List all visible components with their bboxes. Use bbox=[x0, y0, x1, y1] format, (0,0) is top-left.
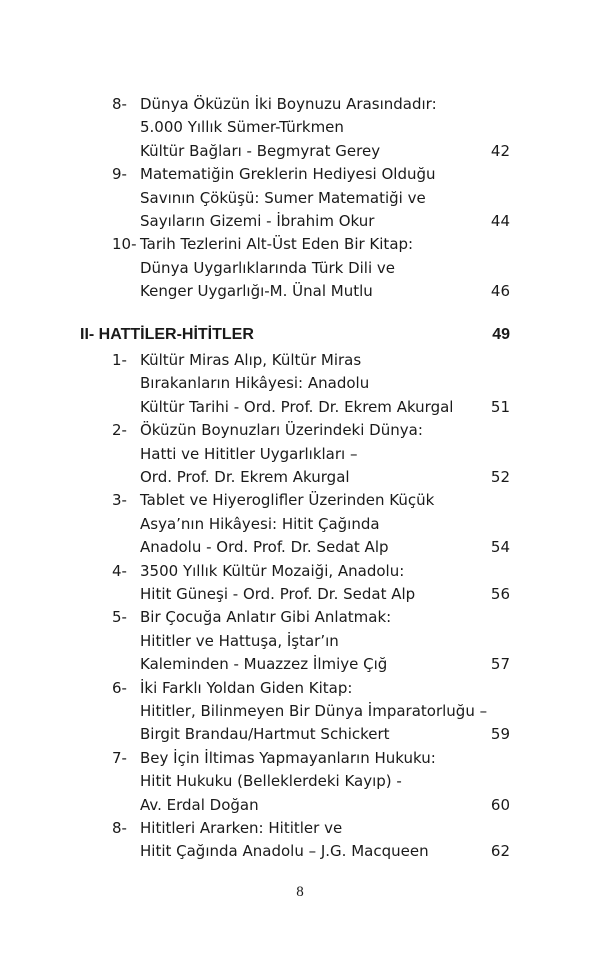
toc-entry-line bbox=[112, 279, 510, 303]
entry-page-number: 59 bbox=[490, 725, 510, 744]
toc-entry-line bbox=[112, 371, 510, 395]
entry-page-number: 46 bbox=[490, 282, 510, 301]
toc-entry-line bbox=[112, 209, 510, 233]
entry-page-number: 57 bbox=[490, 655, 510, 674]
entry-number: 9- bbox=[112, 165, 127, 184]
toc-entry-line bbox=[112, 605, 510, 629]
toc-entry-line bbox=[112, 139, 510, 163]
entry-title: Bir Çocuğa Anlatır Gibi Anlatmak: bbox=[140, 608, 392, 627]
entry-title: Hitit Hukuku (Belleklerdeki Kayıp) - bbox=[140, 772, 402, 791]
toc-entry-line bbox=[112, 348, 510, 372]
entry-title: Hitit Çağında Anadolu – J.G. Macqueen bbox=[140, 842, 429, 861]
entry-title: Kaleminden - Muazzez İlmiye Çığ bbox=[140, 655, 388, 674]
section-page-number: 49 bbox=[492, 326, 510, 343]
entry-number: 8- bbox=[112, 819, 127, 837]
entry-title: Tablet ve Hiyeroglifler Üzerinden Küçük bbox=[140, 491, 435, 510]
toc-entry-line bbox=[112, 699, 510, 723]
entry-number: 1- bbox=[112, 351, 127, 369]
toc-entry-line bbox=[112, 582, 510, 606]
entry-title: Kültür Tarihi - Ord. Prof. Dr. Ekrem Akurgal bbox=[140, 397, 454, 416]
toc-entry-line bbox=[112, 186, 510, 210]
toc-entry-line bbox=[112, 629, 510, 653]
toc-entry-line bbox=[112, 395, 510, 419]
entry-number: 6- bbox=[112, 678, 127, 697]
entry-title: Asya’nın Hikâyesi: Hitit Çağında bbox=[140, 514, 380, 533]
entry-title: Hititler, Bilinmeyen Bir Dünya İmparatorluğu – bbox=[140, 702, 488, 720]
toc-entry-line bbox=[112, 839, 510, 863]
section-title: II- HATTİLER-HİTİTLER bbox=[80, 326, 254, 343]
toc-entry-line bbox=[112, 746, 510, 770]
entry-number: 5- bbox=[112, 608, 127, 627]
entry-number: 7- bbox=[112, 748, 127, 767]
toc-entry-line bbox=[112, 793, 510, 817]
entry-number: 8- bbox=[112, 95, 127, 113]
entry-title: Sayıların Gizemi - İbrahim Okur bbox=[140, 212, 375, 230]
entry-number: 2- bbox=[112, 421, 127, 440]
toc-entry-line bbox=[112, 418, 510, 442]
entry-title: Hititler ve Hattuşa, İştar’ın bbox=[140, 631, 339, 650]
entry-title: 3500 Yıllık Kültür Mozaiği, Anadolu: bbox=[140, 561, 405, 580]
toc-entry-line bbox=[112, 652, 510, 676]
entry-title: Hititleri Ararken: Hititler ve bbox=[140, 819, 343, 837]
entry-title: Av. Erdal Doğan bbox=[140, 795, 259, 814]
entry-number: 10- bbox=[112, 235, 137, 254]
toc-entry-line bbox=[112, 816, 510, 840]
entry-title: Ord. Prof. Dr. Ekrem Akurgal bbox=[140, 468, 350, 486]
toc-entry-line bbox=[112, 442, 510, 466]
entry-title: Bırakanların Hikâyesi: Anadolu bbox=[140, 374, 370, 393]
entry-title: Savının Çöküşü: Sumer Matematiği ve bbox=[140, 188, 426, 207]
toc-entry-line bbox=[112, 535, 510, 559]
footer-page-number: 8 bbox=[296, 884, 304, 900]
toc-entry-line bbox=[112, 162, 510, 186]
entry-number: 4- bbox=[112, 561, 127, 580]
section-heading bbox=[80, 323, 510, 347]
entry-page-number: 42 bbox=[490, 141, 510, 160]
toc-entry-line bbox=[112, 232, 510, 256]
entry-page-number: 54 bbox=[490, 538, 510, 557]
entry-title: Birgit Brandau/Hartmut Schickert bbox=[140, 725, 390, 744]
entry-page-number: 51 bbox=[490, 397, 510, 416]
entry-title: Tarih Tezlerini Alt-Üst Eden Bir Kitap: bbox=[140, 235, 414, 254]
toc-entry-line bbox=[112, 115, 510, 139]
entry-title: Matematiğin Greklerin Hediyesi Olduğu bbox=[140, 165, 436, 184]
entry-title: Kültür Bağları - Begmyrat Gerey bbox=[140, 141, 381, 160]
entry-title: Hatti ve Hititler Uygarlıkları – bbox=[140, 444, 358, 463]
entry-title: Kültür Miras Alıp, Kültür Miras bbox=[140, 351, 362, 369]
entry-page-number: 60 bbox=[490, 795, 510, 814]
entry-page-number: 62 bbox=[490, 842, 510, 861]
entry-title: 5.000 Yıllık Sümer-Türkmen bbox=[140, 118, 344, 137]
toc-entry-line bbox=[112, 559, 510, 583]
toc-entry-line bbox=[112, 676, 510, 700]
entry-title: Bey İçin İltimas Yapmayanların Hukuku: bbox=[140, 748, 436, 767]
entry-title: Öküzün Boynuzları Üzerindeki Dünya: bbox=[140, 421, 423, 440]
entry-title: Hitit Güneşi - Ord. Prof. Dr. Sedat Alp bbox=[140, 585, 416, 603]
toc-entry-line bbox=[112, 465, 510, 489]
entry-page-number: 44 bbox=[490, 212, 510, 230]
entry-title: Dünya Öküzün İki Boynuzu Arasındadır: bbox=[140, 95, 437, 113]
entry-title: Dünya Uygarlıklarında Türk Dili ve bbox=[140, 258, 395, 277]
entry-page-number: 56 bbox=[490, 585, 510, 603]
toc-entry-line bbox=[112, 512, 510, 536]
entry-page-number: 52 bbox=[490, 468, 510, 486]
toc-entry-line bbox=[112, 92, 510, 116]
toc-entry-line bbox=[112, 722, 510, 746]
entry-title: Anadolu - Ord. Prof. Dr. Sedat Alp bbox=[140, 538, 389, 557]
entry-number: 3- bbox=[112, 491, 127, 510]
entry-title: İki Farklı Yoldan Giden Kitap: bbox=[140, 678, 353, 697]
toc-entry-line bbox=[112, 256, 510, 280]
entry-title: Kenger Uygarlığı-M. Ünal Mutlu bbox=[140, 282, 373, 301]
toc-entry-line bbox=[112, 769, 510, 793]
toc-entry-line bbox=[112, 488, 510, 512]
